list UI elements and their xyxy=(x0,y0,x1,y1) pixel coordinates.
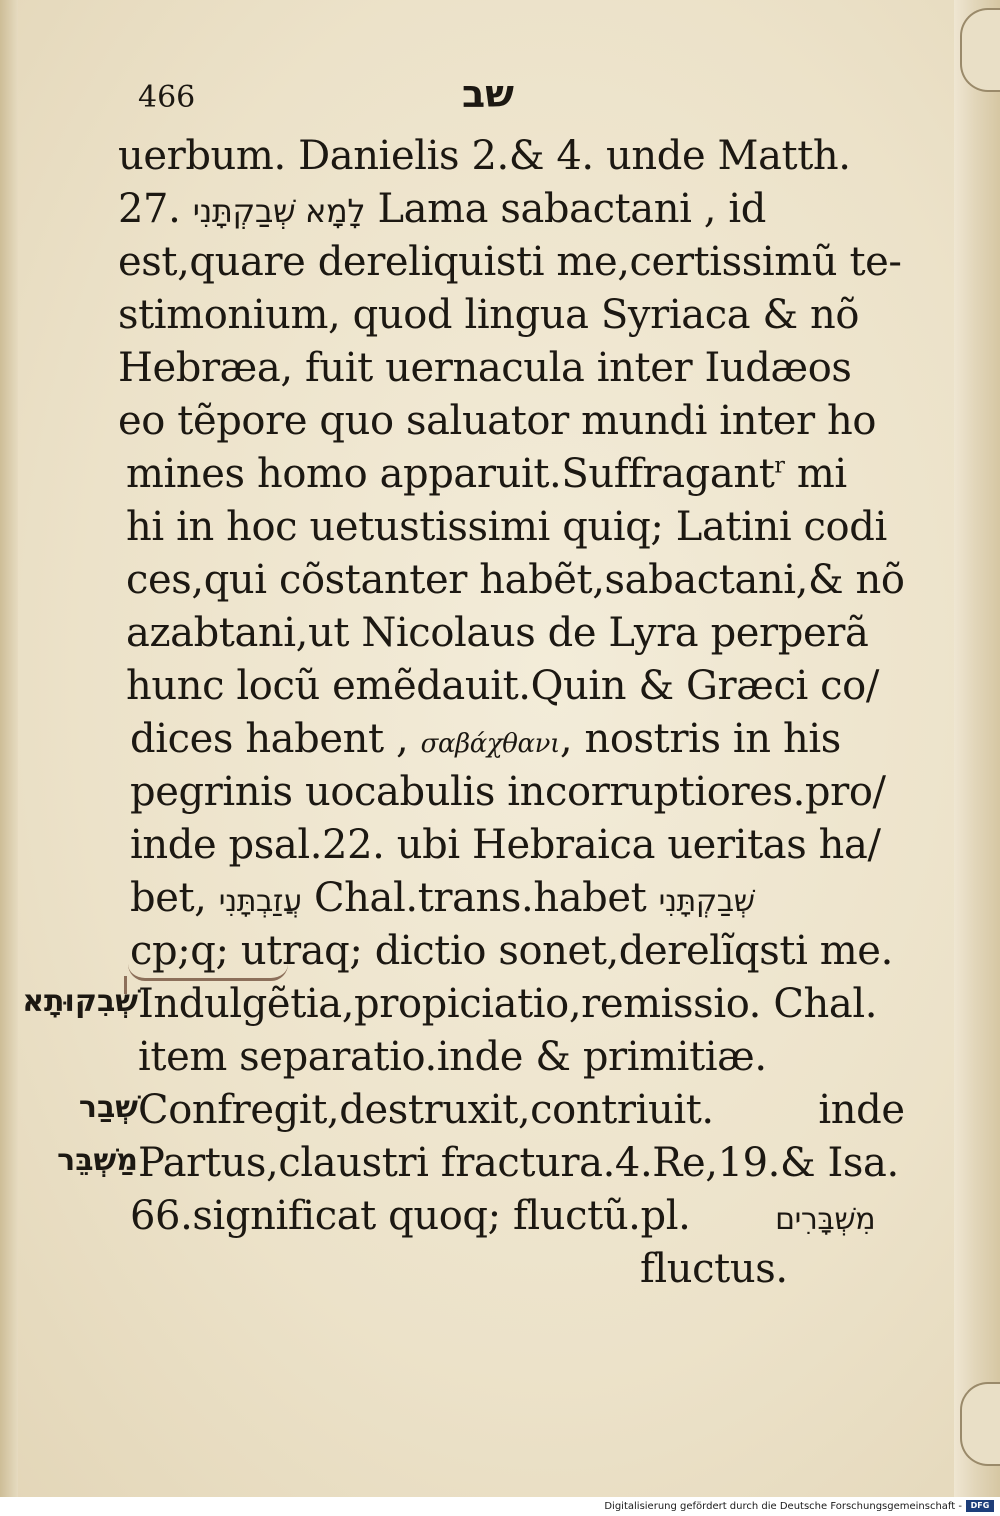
text-line-21 xyxy=(130,1192,875,1244)
text-line-9: ces,qui cõstanter habẽt,sabactani,& nõ xyxy=(126,557,905,603)
dfg-logo: DFG xyxy=(966,1500,994,1512)
hebrew-mishbarim: מִשְׁבָּרִים xyxy=(775,1202,876,1237)
text-line-22: fluctus. xyxy=(640,1246,788,1292)
text-line-20: Partus,claustri fractura.4.Re,19.& Isa. xyxy=(138,1140,899,1186)
abbrev-sup: r xyxy=(774,453,785,479)
book-clasp-top xyxy=(960,8,1000,92)
chal-trans-text: Chal.trans.habet xyxy=(313,875,647,921)
book-edge xyxy=(954,0,1000,1497)
text-line-14: inde psal.22. ubi Hebraica ueritas ha/ xyxy=(130,822,881,868)
hebrew-azabtani: עֲזַבְתָּנִי xyxy=(218,884,302,919)
text-line-17: Indulgẽtia,propiciatio,remissio. Chal. xyxy=(138,981,878,1027)
text-line-8: hi in hoc uetustissimi quiq; Latini codi xyxy=(126,504,887,550)
utraq-text: utraq; dictio sonet,derelĩqsti me. xyxy=(240,928,893,974)
text-line-10: azabtani,ut Nicolaus de Lyra perperã xyxy=(126,610,869,656)
text-line-12 xyxy=(130,715,841,768)
mines-tail: mi xyxy=(784,451,847,497)
line-number-27: 27. xyxy=(118,186,181,232)
significat-text: 66.significat quoq; fluctũ.pl. xyxy=(130,1193,691,1239)
margin-entry-shevar: שְׁבַר xyxy=(78,1090,138,1125)
latin-lama-sabactani: Lama sabactani , id xyxy=(377,186,767,232)
text-line-4: stimonium, quod lingua Syriaca & nõ xyxy=(118,292,860,338)
inde-text: inde xyxy=(818,1087,905,1133)
text-line-1: uerbum. Danielis 2.& 4. unde Matth. xyxy=(118,133,851,179)
text-line-11: hunc locũ emẽdauit.Quin & Græci co/ xyxy=(126,663,879,709)
footer-bar xyxy=(0,1497,1000,1516)
page-gutter xyxy=(0,0,18,1497)
dices-tail: , nostris in his xyxy=(559,716,841,762)
bet-text: bet, xyxy=(130,875,207,921)
hebrew-lama-sabachtani: לָמָא שְׁבַקְתָּנִי xyxy=(192,192,366,230)
footer-credit: Digitalisierung gefördert durch die Deutsche Forschungsgemeinschaft - xyxy=(604,1501,962,1512)
mines-text: mines homo apparuit.Suffragant xyxy=(126,451,775,497)
margin-entry-mashber: מַשְׁבֵּר xyxy=(57,1143,138,1178)
text-line-18: item separatio.inde & primitiæ. xyxy=(138,1034,767,1080)
handwritten-underline xyxy=(128,964,288,981)
confregit-text: Confregit,destruxit,contriuit. xyxy=(138,1087,714,1133)
page-number: 466 xyxy=(138,80,196,115)
dices-text: dices habent , xyxy=(130,716,409,762)
hebrew-shabaktani: שְׁבַקְתָּנִי xyxy=(658,884,755,919)
text-line-6: eo tẽpore quo saluator mundi inter ho xyxy=(118,398,877,444)
abbrev-quod-quod: cp;q; xyxy=(130,928,229,974)
text-line-13: pegrinis uocabulis incorruptiores.pro/ xyxy=(130,769,886,815)
margin-entry-shevikuta: שְׁבִקוּתָא xyxy=(22,984,138,1019)
text-line-3: est,quare dereliquisti me,certissimũ te- xyxy=(118,239,902,285)
text-line-19 xyxy=(138,1086,905,1134)
text-line-15 xyxy=(130,874,755,926)
book-clasp-bottom xyxy=(960,1382,1000,1466)
text-line-5: Hebræa, fuit uernacula inter Iudæos xyxy=(118,345,852,391)
running-head: שב xyxy=(462,72,514,116)
text-line-7 xyxy=(126,450,847,498)
greek-sabachthani: σαβάχθανι xyxy=(420,729,560,759)
text-line-2 xyxy=(118,185,766,235)
